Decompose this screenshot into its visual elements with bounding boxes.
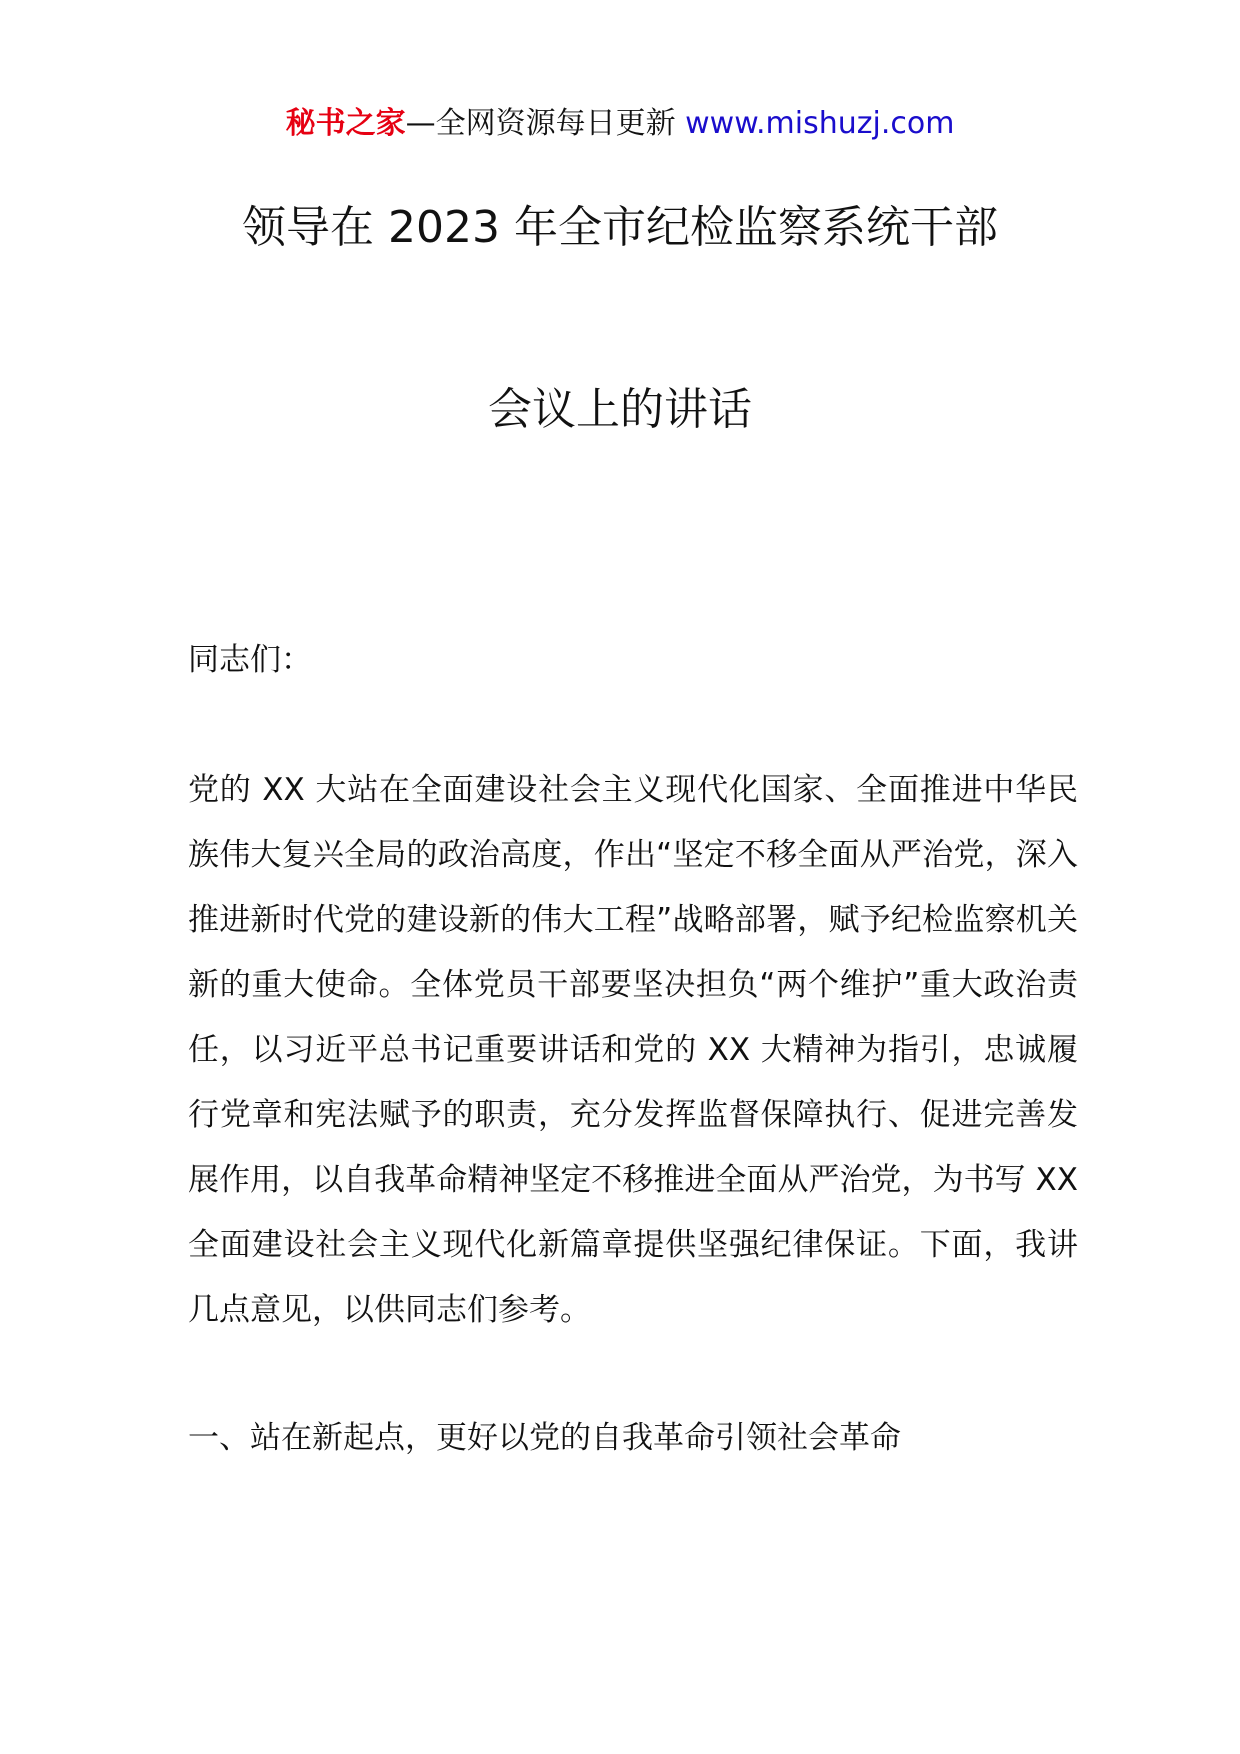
document-title-line-1: 领导在 2023 年全市纪检监察系统干部	[242, 202, 998, 253]
salutation: 同志们：	[188, 642, 312, 678]
site-url-link[interactable]: www.mishuzj.com	[685, 106, 955, 141]
document-title-line-2: 会议上的讲话	[488, 384, 752, 435]
brand-name: 秘书之家	[285, 106, 406, 141]
site-header	[0, 104, 1240, 144]
header-tagline: —全网资源每日更新	[405, 106, 676, 141]
section-heading-1: 一、站在新起点，更好以党的自我革命引领社会革命	[188, 1420, 901, 1456]
body-paragraph: 党的 XX 大站在全面建设社会主义现代化国家、全面推进中华民族伟大复兴全局的政治高度，作出“坚定不移全面从严治党，深入推进新时代党的建设新的伟大工程”战略部署，赋予纪检监察机关新的重大使命。全体党员干部要坚决担负“两个维护”重大政治责任，以习近平总书记重要讲话和党的 XX 大精神为指引，忠诚履行党章和宪法赋予的职责，充分发挥监督保障执行、促进完善发展作用，以自我革命精神坚定不移推进全面从严治党，为书写 XX 全面建设社会主义现代化新篇章提供坚强纪律保证。下面，我讲几点意见，以供同志们参考。	[188, 772, 1078, 1328]
